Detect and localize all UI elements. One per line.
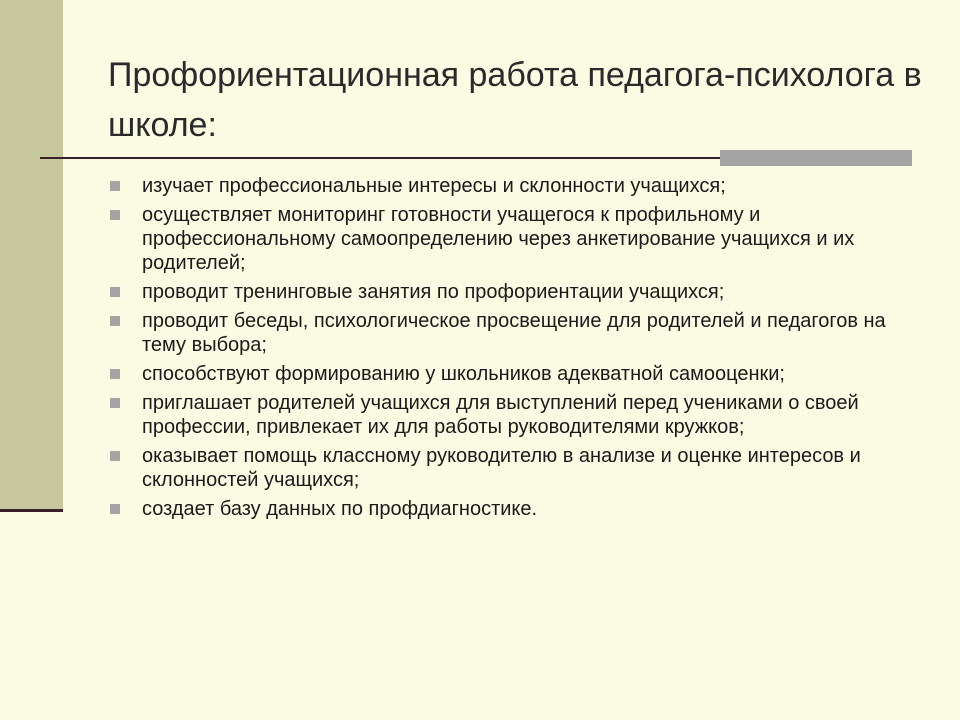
square-bullet-icon [110, 316, 120, 326]
side-decoration-bar [0, 0, 63, 512]
list-item-text: приглашает родителей учащихся для выступлений перед учениками о своей профессии, привлекает их для работы руководителями кружков; [142, 392, 859, 438]
list-item [110, 174, 910, 198]
square-bullet-icon [110, 287, 120, 297]
list-item [110, 280, 910, 304]
bullet-list [110, 174, 910, 526]
list-item [110, 309, 910, 357]
square-bullet-icon [110, 451, 120, 461]
square-bullet-icon [110, 398, 120, 408]
list-item-text: проводит тренинговые занятия по профориентации учащихся; [142, 281, 725, 303]
square-bullet-icon [110, 504, 120, 514]
list-item-text: оказывает помощь классному руководителю в анализе и оценке интересов и склонностей учащихся; [142, 445, 861, 491]
list-item-text: осуществляет мониторинг готовности учащегося к профильному и профессиональному самоопределению через анкетирование учащихся и их родителей; [142, 204, 855, 274]
list-item-text: способствуют формированию у школьников адекватной самооценки; [142, 363, 785, 385]
list-item [110, 203, 910, 275]
list-item-text: изучает профессиональные интересы и склонности учащихся; [142, 175, 726, 197]
list-item [110, 362, 910, 386]
list-item-text: создает базу данных по профдиагностике. [142, 498, 538, 520]
square-bullet-icon [110, 369, 120, 379]
title-accent-bar [720, 150, 912, 166]
slide-title: Профориентационная работа педагога-психолога в школе: [108, 56, 922, 144]
list-item [110, 391, 910, 439]
list-item [110, 497, 910, 521]
list-item-text: проводит беседы, психологическое просвещение для родителей и педагогов на тему выбора; [142, 310, 886, 356]
square-bullet-icon [110, 181, 120, 191]
list-item [110, 444, 910, 492]
side-decoration-line [0, 509, 63, 512]
square-bullet-icon [110, 210, 120, 220]
